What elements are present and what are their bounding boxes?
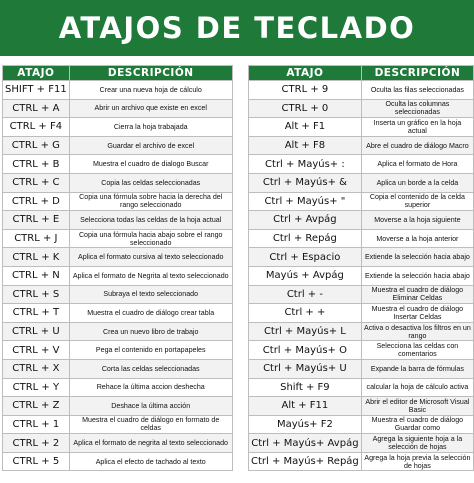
shortcut-description: Muestra el cuadro de diálogo Insertar Celdas: [361, 304, 473, 323]
table-header-row: [3, 66, 233, 81]
table-row: [3, 136, 233, 155]
table-row: [249, 378, 474, 397]
shortcut-key: Ctrl + -: [249, 285, 362, 304]
table-header-row: [249, 66, 474, 81]
shortcut-key: Ctrl + Repág: [249, 229, 362, 248]
shortcut-description: Agrega la hoja previa la selección de hojas: [361, 452, 473, 471]
shortcut-key: CTRL + E: [3, 211, 70, 230]
table-row: [249, 99, 474, 118]
shortcut-key: CTRL + K: [3, 248, 70, 267]
shortcut-description: Aplica el formato de negrita al texto seleccionado: [69, 434, 232, 453]
shortcut-key: SHIFT + F11: [3, 81, 70, 100]
shortcut-key: Ctrl + Mayús+ &: [249, 173, 362, 192]
shortcut-key: Ctrl + Mayús+ ": [249, 192, 362, 211]
header-shortcut: ATAJO: [249, 66, 362, 81]
right-shortcut-table: [248, 65, 474, 471]
table-row: [3, 173, 233, 192]
table-row: [249, 118, 474, 137]
shortcut-description: Extiende la selección hacia abajo: [361, 248, 473, 267]
shortcut-key: Ctrl + Espacio: [249, 248, 362, 267]
table-row: [3, 415, 233, 434]
table-row: [249, 211, 474, 230]
shortcut-key: CTRL + 9: [249, 81, 362, 100]
shortcut-description: Subraya el texto seleccionado: [69, 285, 232, 304]
shortcut-description: Abrir un archivo que existe en excel: [69, 99, 232, 118]
table-row: [249, 173, 474, 192]
table-row: [249, 229, 474, 248]
shortcut-key: CTRL + F4: [3, 118, 70, 137]
shortcut-description: Cierra la hoja trabajada: [69, 118, 232, 137]
shortcut-description: Aplica el formato de Hora: [361, 155, 473, 174]
shortcut-description: Pega el contenido en portapapeles: [69, 341, 232, 360]
table-row: [249, 192, 474, 211]
shortcut-key: CTRL + 2: [3, 434, 70, 453]
shortcut-key: CTRL + C: [3, 173, 70, 192]
shortcut-key: CTRL + D: [3, 192, 70, 211]
table-row: [3, 99, 233, 118]
shortcut-key: Alt + F1: [249, 118, 362, 137]
table-row: [3, 304, 233, 323]
shortcut-description: Selecciona todas las celdas de la hoja actual: [69, 211, 232, 230]
shortcut-description: Aplica el formato de Negrita al texto seleccionado: [69, 266, 232, 285]
shortcut-key: Ctrl + Mayús+ Repág: [249, 452, 362, 471]
shortcut-key: Ctrl + Mayús+ O: [249, 341, 362, 360]
shortcut-description: Extiende la selección hacia abajo: [361, 266, 473, 285]
header-description: DESCRIPCIÓN: [361, 66, 473, 81]
table-row: [249, 248, 474, 267]
table-row: [3, 434, 233, 453]
table-row: [3, 118, 233, 137]
shortcut-description: Guardar el archivo de excel: [69, 136, 232, 155]
shortcut-description: Crear una nueva hoja de cálculo: [69, 81, 232, 100]
shortcut-description: Expande la barra de fórmulas: [361, 359, 473, 378]
shortcut-key: Ctrl + Mayús+ :: [249, 155, 362, 174]
table-row: [3, 322, 233, 341]
table-row: [3, 266, 233, 285]
shortcut-description: Selecciona las celdas con comentarios: [361, 341, 473, 360]
table-row: [3, 378, 233, 397]
header-shortcut: ATAJO: [3, 66, 70, 81]
table-row: [3, 285, 233, 304]
shortcut-description: Copia el contenido de la celda superior: [361, 192, 473, 211]
header-description: DESCRIPCIÓN: [69, 66, 232, 81]
table-row: [3, 341, 233, 360]
shortcut-key: CTRL + U: [3, 322, 70, 341]
shortcut-key: CTRL + A: [3, 99, 70, 118]
shortcut-description: Muestra el cuadro de diálogo Guardar como: [361, 415, 473, 434]
shortcut-key: CTRL + G: [3, 136, 70, 155]
shortcut-key: CTRL + 0: [249, 99, 362, 118]
shortcut-key: CTRL + X: [3, 359, 70, 378]
table-row: [3, 359, 233, 378]
shortcut-key: CTRL + Y: [3, 378, 70, 397]
table-row: [3, 211, 233, 230]
table-row: [249, 266, 474, 285]
left-shortcut-table: [2, 65, 233, 471]
shortcut-description: Copia una fórmula hacia abajo sobre el rango seleccionado: [69, 229, 232, 248]
table-row: [3, 452, 233, 471]
table-row: [3, 81, 233, 100]
table-row: [3, 192, 233, 211]
shortcut-description: Muestra el cuadro de diálogo Eliminar Celdas: [361, 285, 473, 304]
table-row: [3, 155, 233, 174]
shortcut-description: Moverse a la hoja siguiente: [361, 211, 473, 230]
table-row: [3, 248, 233, 267]
table-row: [249, 452, 474, 471]
shortcut-key: CTRL + 1: [3, 415, 70, 434]
shortcut-description: Corta las celdas seleccionadas: [69, 359, 232, 378]
shortcut-description: Abre el cuadro de diálogo Macro: [361, 136, 473, 155]
shortcut-key: Ctrl + Mayús+ U: [249, 359, 362, 378]
table-row: [249, 285, 474, 304]
shortcut-description: Deshace la última acción: [69, 397, 232, 416]
shortcut-description: Aplica un borde a la celda: [361, 173, 473, 192]
table-row: [249, 304, 474, 323]
table-row: [249, 341, 474, 360]
table-row: [249, 434, 474, 453]
table-row: [249, 155, 474, 174]
shortcut-key: CTRL + Z: [3, 397, 70, 416]
shortcut-description: Moverse a la hoja anterior: [361, 229, 473, 248]
shortcut-description: Copia las celdas seleccionadas: [69, 173, 232, 192]
shortcut-key: CTRL + N: [3, 266, 70, 285]
shortcut-key: Ctrl + Mayús+ L: [249, 322, 362, 341]
shortcut-key: Alt + F8: [249, 136, 362, 155]
shortcut-key: CTRL + 5: [3, 452, 70, 471]
shortcut-key: Ctrl + Avpág: [249, 211, 362, 230]
table-row: [3, 229, 233, 248]
shortcut-description: Crea un nuevo libro de trabajo: [69, 322, 232, 341]
table-row: [3, 397, 233, 416]
shortcut-key: CTRL + J: [3, 229, 70, 248]
shortcut-description: Muestra el cuadro de diálogo en formato de celdas: [69, 415, 232, 434]
page-title: ATAJOS DE TECLADO: [58, 11, 416, 45]
shortcut-key: Mayús+ F2: [249, 415, 362, 434]
title-banner: [0, 0, 474, 56]
table-row: [249, 359, 474, 378]
table-row: [249, 322, 474, 341]
shortcut-key: CTRL + B: [3, 155, 70, 174]
shortcut-description: Muestra el cuadro de diálogo crear tabla: [69, 304, 232, 323]
shortcut-key: Ctrl + +: [249, 304, 362, 323]
shortcut-key: Ctrl + Mayús+ Avpág: [249, 434, 362, 453]
table-row: [249, 81, 474, 100]
table-row: [249, 415, 474, 434]
shortcut-description: Inserta un gráfico en la hoja actual: [361, 118, 473, 137]
shortcut-description: Aplica el formato cursiva al texto seleccionado: [69, 248, 232, 267]
shortcut-description: Aplica el efecto de tachado al texto: [69, 452, 232, 471]
shortcut-key: Alt + F11: [249, 397, 362, 416]
shortcut-description: calcular la hoja de cálculo activa: [361, 378, 473, 397]
table-row: [249, 136, 474, 155]
shortcut-key: CTRL + T: [3, 304, 70, 323]
shortcut-description: Activa o desactiva los filtros en un rango: [361, 322, 473, 341]
shortcut-description: Muestra el cuadro de dialogo Buscar: [69, 155, 232, 174]
shortcut-key: CTRL + V: [3, 341, 70, 360]
table-row: [249, 397, 474, 416]
shortcut-key: Shift + F9: [249, 378, 362, 397]
shortcut-description: Oculta las filas seleccionadas: [361, 81, 473, 100]
shortcut-description: Copia una fórmula sobre hacia la derecha del rango seleccionado: [69, 192, 232, 211]
shortcut-description: Agrega la siguiente hoja a la selección de hojas: [361, 434, 473, 453]
shortcut-key: Mayús + Avpág: [249, 266, 362, 285]
shortcut-description: Abrir el editor de Microsoft Visual Basic: [361, 397, 473, 416]
shortcut-description: Rehace la última accion deshecha: [69, 378, 232, 397]
shortcut-key: CTRL + S: [3, 285, 70, 304]
shortcut-description: Oculta las columnas seleccionadas: [361, 99, 473, 118]
